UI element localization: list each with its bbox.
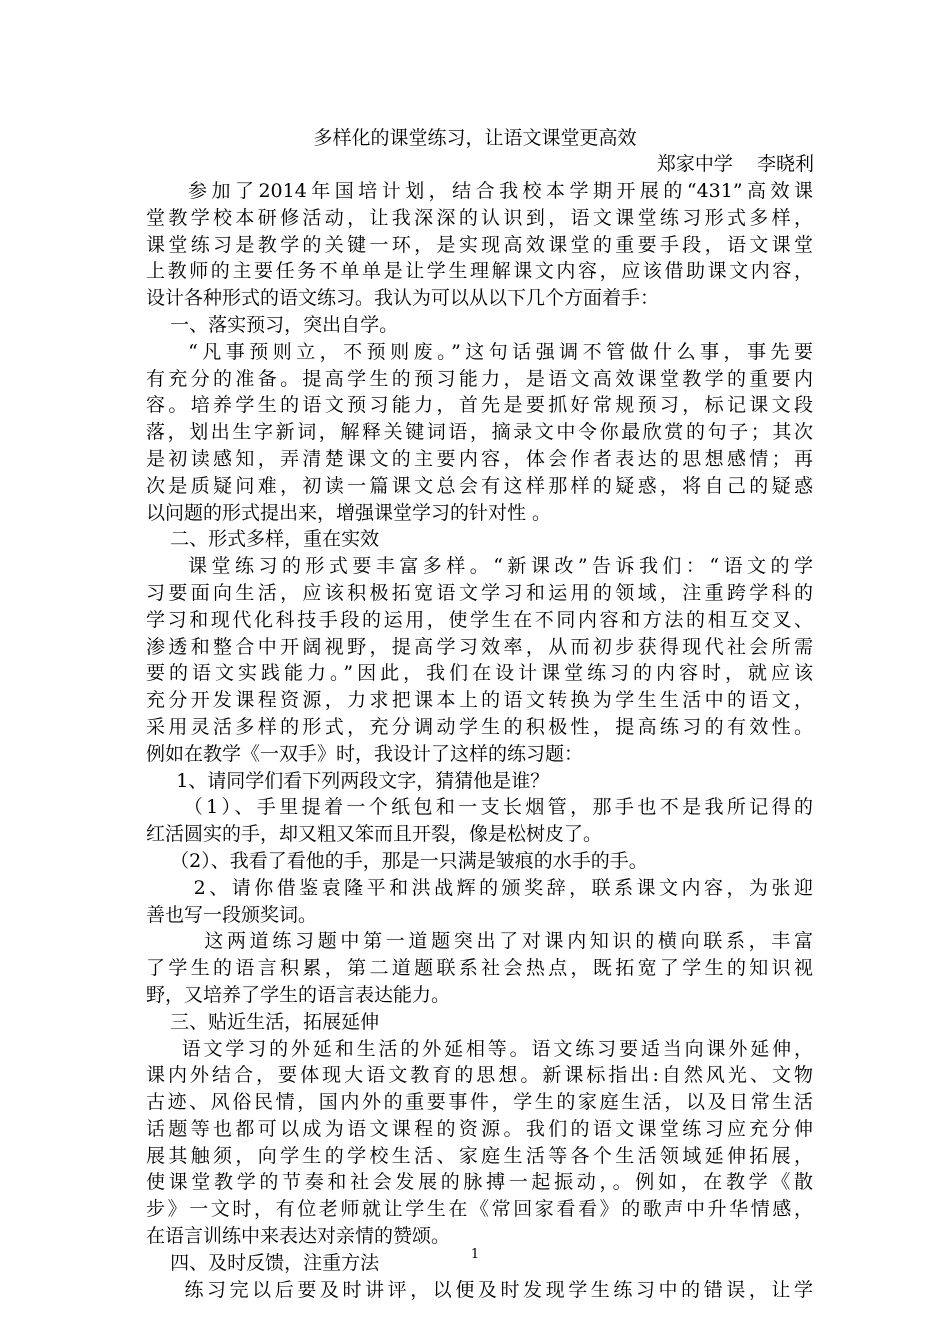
body-line: 二、形式多样，重在实效 — [146, 528, 380, 551]
body-line: 使课堂教学的节奏和社会发展的脉搏一起振动，。例如，在教学《散 — [146, 1171, 813, 1194]
body-line: 要的语文实践能力。”因此，我们在设计课堂练习的内容时，就应该 — [146, 662, 813, 685]
document-title: 多样化的课堂练习，让语文课堂更高效 — [313, 127, 637, 149]
body-line: 课内外结合，要体现大语文教育的思想。新课标指出:自然风光、文物 — [146, 1064, 813, 1087]
body-line: 参加了2014年国培计划，结合我校本学期开展的“431”高效课 — [146, 180, 813, 202]
body-text — [146, 178, 813, 1303]
body-line: （2）、我看了看他的手，那是一只满是皱痕的水手的手。 — [146, 849, 648, 872]
body-line: 堂教学校本研修活动，让我深深的认识到，语文课堂练习形式多样， — [146, 206, 813, 229]
body-line: 是初读感知，弄清楚课文的主要内容，体会作者表达的思想感情；再 — [146, 447, 813, 470]
body-line: 四、及时反馈，注重方法 — [146, 1251, 380, 1274]
body-line: 渗透和整合中开阔视野，提高学习效率，从而初步获得现代社会所需 — [146, 635, 813, 658]
body-line: 步》一文时，有位老师就让学生在《常回家看看》的歌声中升华情感， — [146, 1198, 813, 1221]
body-line: 在语言训练中来表达对亲情的赞颂。 — [146, 1225, 451, 1248]
body-line: 次是质疑问难，初读一篇课文总会有这样那样的疑惑，将自己的疑惑 — [146, 474, 813, 497]
body-line: 这两道练习题中第一道题突出了对课内知识的横向联系，丰富 — [146, 930, 813, 953]
body-line: 学习和现代化科技手段的运用，使学生在不同内容和方法的相互交叉、 — [146, 608, 813, 631]
body-line: 充分开发课程资源，力求把课本上的语文转换为学生生活中的语文， — [146, 689, 813, 712]
body-line: 落，划出生字新词，解释关键词语，摘录文中令你最欣赏的句子；其次 — [146, 421, 813, 444]
body-line: 有充分的准备。提高学生的预习能力，是语文高效课堂教学的重要内 — [146, 367, 813, 390]
body-line: 展其触须，向学生的学校生活、家庭生活等各个生活领域延伸拓展， — [146, 1144, 813, 1167]
body-line: 课堂练习是教学的关键一环，是实现高效课堂的重要手段，语文课堂 — [146, 233, 813, 256]
body-line: （1）、手里提着一个纸包和一支长烟管，那手也不是我所记得的 — [146, 796, 813, 819]
body-line: 例如在教学《一双手》时，我设计了这样的练习题： — [146, 742, 584, 765]
body-line: 采用灵活多样的形式，充分调动学生的积极性，提高练习的有效性。 — [146, 715, 813, 738]
body-line: 红活圆实的手，却又粗又笨而且开裂，像是松树皮了。 — [146, 823, 603, 846]
body-line: 野，又培养了学生的语言表达能力。 — [146, 983, 451, 1006]
author-line: 郑家中学 李晓利 — [656, 153, 814, 175]
body-line: 课堂练习的形式要丰富多样。“新课改”告诉我们：“语文的学 — [146, 555, 813, 578]
body-line: 三、贴近生活，拓展延伸 — [146, 1010, 380, 1033]
body-line: 设计各种形式的语文练习。我认为可以从以下几个方面着手： — [146, 287, 660, 310]
body-line: 上教师的主要任务不单单是让学生理解课文内容，应该借助课文内容， — [146, 260, 813, 283]
body-line: 了学生的语言积累，第二道题联系社会热点，既拓宽了学生的知识视 — [146, 957, 813, 980]
body-line: 古迹、风俗民情，国内外的重要事件，学生的家庭生活，以及日常生活 — [146, 1091, 813, 1114]
page-number: 1 — [470, 1247, 480, 1262]
body-line: “凡事预则立，不预则废。”这句话强调不管做什么事，事先要 — [146, 340, 813, 363]
body-line: 一、落实预习，突出自学。 — [146, 313, 399, 336]
body-line: 练习完以后要及时讲评，以便及时发现学生练习中的错误，让学 — [146, 1278, 813, 1301]
body-line: 1、请同学们看下列两段文字，猜猜他是谁？ — [146, 769, 550, 792]
body-line: 2、请你借鉴袁隆平和洪战辉的颁奖辞，联系课文内容，为张迎 — [146, 876, 813, 899]
body-line: 语文学习的外延和生活的外延相等。语文练习要适当向课外延伸， — [146, 1037, 813, 1060]
body-line: 习要面向生活，应该积极拓宽语文学习和运用的领域，注重跨学科的 — [146, 581, 813, 604]
body-line: 善也写一段颁奖词。 — [146, 903, 318, 926]
body-line: 以问题的形式提出来，增强课堂学习的针对性 。 — [146, 501, 552, 524]
body-line: 话题等也都可以成为语文课程的资源。我们的语文课堂练习应充分伸 — [146, 1117, 813, 1140]
body-line: 容。培养学生的语文预习能力，首先是要抓好常规预习，标记课文段 — [146, 394, 813, 417]
